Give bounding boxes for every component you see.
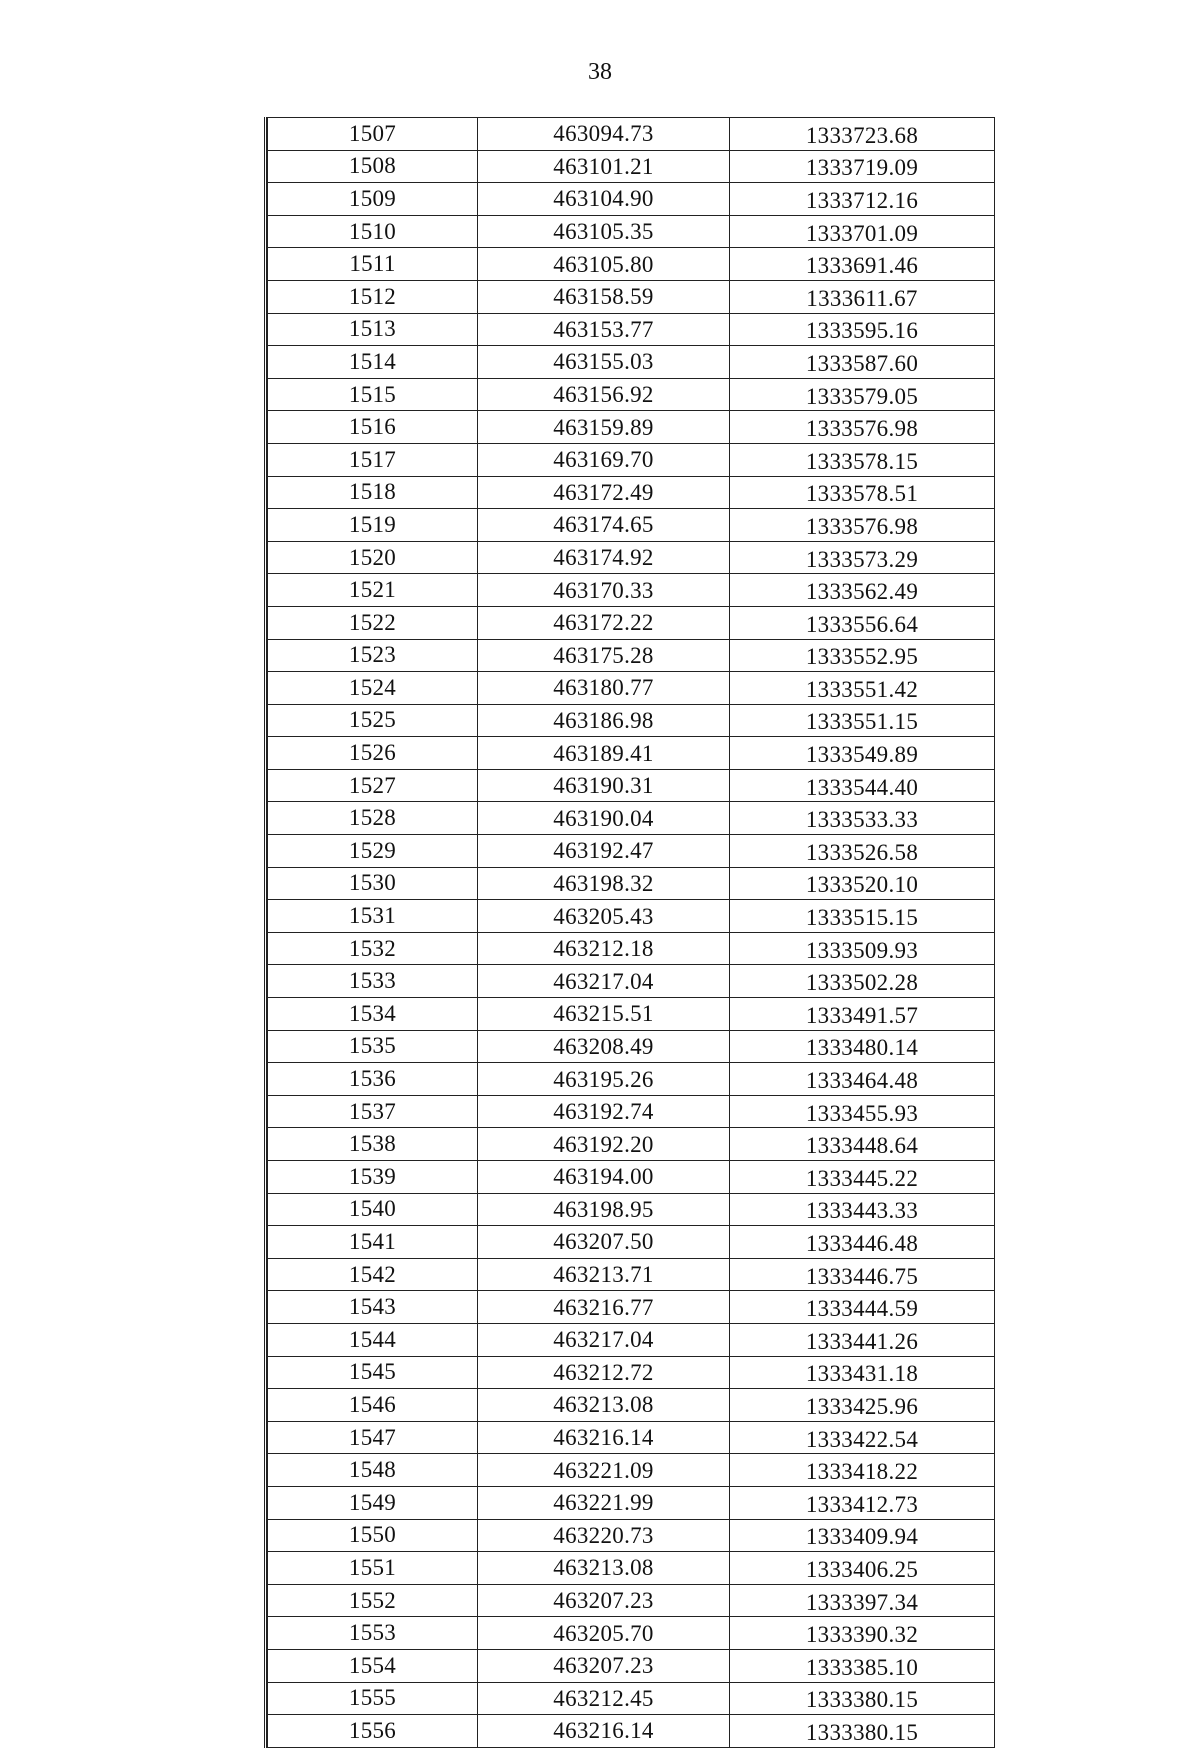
x-coordinate-cell: 463094.73 [478,118,730,151]
table-row [268,1258,995,1291]
table-row [268,1128,995,1161]
point-number-cell: 1531 [268,900,478,933]
point-number-cell: 1532 [268,932,478,965]
table-row [268,150,995,183]
y-coordinate-cell: 1333533.33 [730,802,995,835]
table-row [268,1095,995,1128]
table-row [268,118,995,151]
x-coordinate-cell: 463101.21 [478,150,730,183]
x-coordinate-cell: 463207.23 [478,1649,730,1682]
table-row [268,1291,995,1324]
y-coordinate-cell: 1333562.49 [730,574,995,607]
table-row [268,1649,995,1682]
y-coordinate-cell: 1333515.15 [730,900,995,933]
x-coordinate-cell: 463174.65 [478,509,730,542]
table-row [268,378,995,411]
x-coordinate-cell: 463170.33 [478,574,730,607]
y-coordinate-cell: 1333595.16 [730,313,995,346]
point-number-cell: 1511 [268,248,478,281]
point-number-cell: 1507 [268,118,478,151]
point-number-cell: 1510 [268,215,478,248]
point-number-cell: 1509 [268,183,478,216]
x-coordinate-cell: 463192.20 [478,1128,730,1161]
coordinates-table-container [264,117,997,1748]
y-coordinate-cell: 1333422.54 [730,1421,995,1454]
table-row [268,932,995,965]
y-coordinate-cell: 1333723.68 [730,118,995,151]
point-number-cell: 1530 [268,867,478,900]
point-number-cell: 1549 [268,1486,478,1519]
table-row [268,672,995,705]
table-row [268,1617,995,1650]
table-row [268,1584,995,1617]
point-number-cell: 1543 [268,1291,478,1324]
x-coordinate-cell: 463207.23 [478,1584,730,1617]
table-row [268,280,995,313]
point-number-cell: 1533 [268,965,478,998]
table-row [268,1063,995,1096]
x-coordinate-cell: 463221.99 [478,1486,730,1519]
table-row [268,1030,995,1063]
x-coordinate-cell: 463216.14 [478,1421,730,1454]
table-row [268,541,995,574]
point-number-cell: 1555 [268,1682,478,1715]
x-coordinate-cell: 463172.22 [478,606,730,639]
y-coordinate-cell: 1333552.95 [730,639,995,672]
y-coordinate-cell: 1333480.14 [730,1030,995,1063]
table-row [268,639,995,672]
x-coordinate-cell: 463213.08 [478,1389,730,1422]
y-coordinate-cell: 1333425.96 [730,1389,995,1422]
x-coordinate-cell: 463213.71 [478,1258,730,1291]
x-coordinate-cell: 463186.98 [478,704,730,737]
x-coordinate-cell: 463212.45 [478,1682,730,1715]
y-coordinate-cell: 1333406.25 [730,1552,995,1585]
x-coordinate-cell: 463216.77 [478,1291,730,1324]
y-coordinate-cell: 1333390.32 [730,1617,995,1650]
y-coordinate-cell: 1333701.09 [730,215,995,248]
point-number-cell: 1524 [268,672,478,705]
point-number-cell: 1537 [268,1095,478,1128]
point-number-cell: 1545 [268,1356,478,1389]
x-coordinate-cell: 463216.14 [478,1715,730,1748]
x-coordinate-cell: 463208.49 [478,1030,730,1063]
point-number-cell: 1513 [268,313,478,346]
x-coordinate-cell: 463190.31 [478,769,730,802]
point-number-cell: 1548 [268,1454,478,1487]
y-coordinate-cell: 1333611.67 [730,280,995,313]
x-coordinate-cell: 463207.50 [478,1226,730,1259]
point-number-cell: 1523 [268,639,478,672]
table-row [268,1161,995,1194]
x-coordinate-cell: 463105.80 [478,248,730,281]
table-row [268,965,995,998]
y-coordinate-cell: 1333431.18 [730,1356,995,1389]
table-row [268,900,995,933]
table-row [268,606,995,639]
y-coordinate-cell: 1333578.15 [730,443,995,476]
table-row [268,1356,995,1389]
x-coordinate-cell: 463104.90 [478,183,730,216]
y-coordinate-cell: 1333446.75 [730,1258,995,1291]
x-coordinate-cell: 463198.32 [478,867,730,900]
x-coordinate-cell: 463175.28 [478,639,730,672]
table-row [268,704,995,737]
point-number-cell: 1550 [268,1519,478,1552]
table-row [268,443,995,476]
x-coordinate-cell: 463205.70 [478,1617,730,1650]
y-coordinate-cell: 1333544.40 [730,769,995,802]
point-number-cell: 1554 [268,1649,478,1682]
page-number: 38 [588,59,612,85]
point-number-cell: 1519 [268,509,478,542]
table-row [268,1682,995,1715]
x-coordinate-cell: 463172.49 [478,476,730,509]
x-coordinate-cell: 463105.35 [478,215,730,248]
y-coordinate-cell: 1333573.29 [730,541,995,574]
y-coordinate-cell: 1333444.59 [730,1291,995,1324]
point-number-cell: 1527 [268,769,478,802]
x-coordinate-cell: 463153.77 [478,313,730,346]
point-number-cell: 1517 [268,443,478,476]
table-row [268,1715,995,1748]
y-coordinate-cell: 1333576.98 [730,509,995,542]
point-number-cell: 1540 [268,1193,478,1226]
y-coordinate-cell: 1333443.33 [730,1193,995,1226]
x-coordinate-cell: 463217.04 [478,1323,730,1356]
point-number-cell: 1538 [268,1128,478,1161]
y-coordinate-cell: 1333691.46 [730,248,995,281]
table-row [268,215,995,248]
x-coordinate-cell: 463155.03 [478,346,730,379]
point-number-cell: 1520 [268,541,478,574]
x-coordinate-cell: 463215.51 [478,998,730,1031]
x-coordinate-cell: 463195.26 [478,1063,730,1096]
y-coordinate-cell: 1333385.10 [730,1649,995,1682]
x-coordinate-cell: 463190.04 [478,802,730,835]
x-coordinate-cell: 463212.18 [478,932,730,965]
y-coordinate-cell: 1333448.64 [730,1128,995,1161]
point-number-cell: 1525 [268,704,478,737]
point-number-cell: 1544 [268,1323,478,1356]
table-row [268,1552,995,1585]
y-coordinate-cell: 1333491.57 [730,998,995,1031]
x-coordinate-cell: 463189.41 [478,737,730,770]
x-coordinate-cell: 463192.47 [478,835,730,868]
x-coordinate-cell: 463158.59 [478,280,730,313]
table-row [268,574,995,607]
y-coordinate-cell: 1333526.58 [730,835,995,868]
point-number-cell: 1556 [268,1715,478,1748]
y-coordinate-cell: 1333551.15 [730,704,995,737]
point-number-cell: 1526 [268,737,478,770]
point-number-cell: 1516 [268,411,478,444]
y-coordinate-cell: 1333455.93 [730,1095,995,1128]
point-number-cell: 1512 [268,280,478,313]
table-row [268,1519,995,1552]
point-number-cell: 1534 [268,998,478,1031]
table-row [268,998,995,1031]
table-row [268,835,995,868]
point-number-cell: 1521 [268,574,478,607]
x-coordinate-cell: 463180.77 [478,672,730,705]
y-coordinate-cell: 1333578.51 [730,476,995,509]
y-coordinate-cell: 1333397.34 [730,1584,995,1617]
point-number-cell: 1508 [268,150,478,183]
table-row [268,802,995,835]
y-coordinate-cell: 1333719.09 [730,150,995,183]
point-number-cell: 1553 [268,1617,478,1650]
y-coordinate-cell: 1333556.64 [730,606,995,639]
x-coordinate-cell: 463212.72 [478,1356,730,1389]
point-number-cell: 1522 [268,606,478,639]
y-coordinate-cell: 1333509.93 [730,932,995,965]
x-coordinate-cell: 463156.92 [478,378,730,411]
y-coordinate-cell: 1333441.26 [730,1323,995,1356]
y-coordinate-cell: 1333380.15 [730,1715,995,1748]
y-coordinate-cell: 1333464.48 [730,1063,995,1096]
y-coordinate-cell: 1333712.16 [730,183,995,216]
x-coordinate-cell: 463198.95 [478,1193,730,1226]
y-coordinate-cell: 1333587.60 [730,346,995,379]
point-number-cell: 1514 [268,346,478,379]
y-coordinate-cell: 1333549.89 [730,737,995,770]
point-number-cell: 1539 [268,1161,478,1194]
y-coordinate-cell: 1333446.48 [730,1226,995,1259]
y-coordinate-cell: 1333412.73 [730,1486,995,1519]
y-coordinate-cell: 1333502.28 [730,965,995,998]
table-row [268,183,995,216]
x-coordinate-cell: 463169.70 [478,443,730,476]
point-number-cell: 1528 [268,802,478,835]
y-coordinate-cell: 1333579.05 [730,378,995,411]
table-row [268,1226,995,1259]
x-coordinate-cell: 463194.00 [478,1161,730,1194]
x-coordinate-cell: 463217.04 [478,965,730,998]
point-number-cell: 1542 [268,1258,478,1291]
y-coordinate-cell: 1333409.94 [730,1519,995,1552]
table-row [268,769,995,802]
y-coordinate-cell: 1333520.10 [730,867,995,900]
x-coordinate-cell: 463221.09 [478,1454,730,1487]
point-number-cell: 1529 [268,835,478,868]
point-number-cell: 1536 [268,1063,478,1096]
x-coordinate-cell: 463174.92 [478,541,730,574]
table-row [268,346,995,379]
y-coordinate-cell: 1333576.98 [730,411,995,444]
table-row [268,1454,995,1487]
table-row [268,867,995,900]
table-row [268,509,995,542]
point-number-cell: 1551 [268,1552,478,1585]
table-row [268,476,995,509]
table-row [268,1323,995,1356]
y-coordinate-cell: 1333551.42 [730,672,995,705]
y-coordinate-cell: 1333418.22 [730,1454,995,1487]
table-row [268,737,995,770]
x-coordinate-cell: 463205.43 [478,900,730,933]
point-number-cell: 1535 [268,1030,478,1063]
table-row [268,313,995,346]
y-coordinate-cell: 1333380.15 [730,1682,995,1715]
x-coordinate-cell: 463159.89 [478,411,730,444]
point-number-cell: 1541 [268,1226,478,1259]
table-row [268,411,995,444]
table-row [268,1389,995,1422]
point-number-cell: 1552 [268,1584,478,1617]
y-coordinate-cell: 1333445.22 [730,1161,995,1194]
x-coordinate-cell: 463220.73 [478,1519,730,1552]
point-number-cell: 1546 [268,1389,478,1422]
point-number-cell: 1518 [268,476,478,509]
x-coordinate-cell: 463192.74 [478,1095,730,1128]
table-row [268,248,995,281]
table-row [268,1193,995,1226]
point-number-cell: 1515 [268,378,478,411]
x-coordinate-cell: 463213.08 [478,1552,730,1585]
coordinates-table [267,117,995,1748]
coordinates-table-body [268,118,995,1748]
table-row [268,1421,995,1454]
table-row [268,1486,995,1519]
point-number-cell: 1547 [268,1421,478,1454]
